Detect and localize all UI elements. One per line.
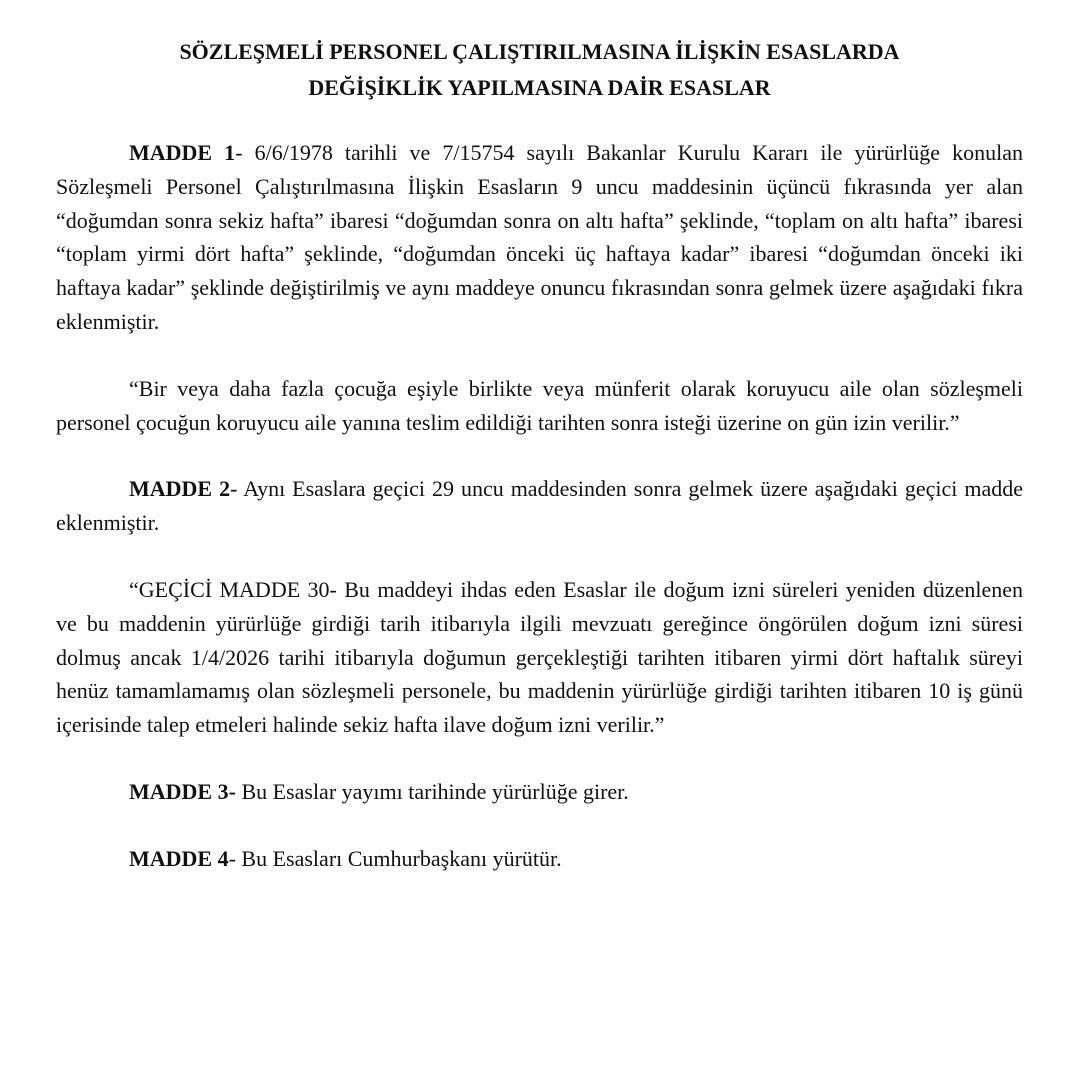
article-1-label: MADDE 1 bbox=[129, 140, 236, 165]
article-1-quote: “Bir veya daha fazla çocuğa eşiyle birlikte veya münferit olarak koruyucu aile olan sözleşmeli personel çocuğun koruyucu aile yanına teslim edildiği tarihten sonra isteği üzerine on gün izin verilir.” bbox=[56, 375, 1023, 435]
article-2-label: MADDE 2 bbox=[129, 476, 231, 502]
article-4-text: - Bu Esasları Cumhurbaşkanı yürütür. bbox=[228, 845, 562, 871]
article-4-label: MADDE 4 bbox=[129, 845, 229, 871]
article-1-text: - 6/6/1978 tarihli ve 7/15754 sayılı Bakanlar Kurulu Kararı ile yürürlüğe konulan Sözleşmeli Personel Çalıştırılmasına İlişkin Esasların 9 uncu maddesinin üçüncü fıkrasında yer alan “doğumdan sonra sekiz hafta” ibaresi “doğumdan sonra on altı hafta” şeklinde, “toplam on altı hafta” ibaresi “toplam yirmi dört hafta” şeklinde, “doğumdan önceki üç haftaya kadar” ibaresi “doğumdan önceki iki haftaya kadar” şeklinde değiştirilmiş ve aynı maddeye onuncu fıkrasından sonra gelmek üzere aşağıdaki fıkra eklenmiştir. bbox=[56, 140, 1023, 334]
article-2-text: - Aynı Esaslara geçici 29 uncu maddesinden sonra gelmek üzere aşağıdaki geçici madde eklenmiştir. bbox=[56, 476, 1023, 536]
title-line-1: SÖZLEŞMELİ PERSONEL ÇALIŞTIRILMASINA İLİŞKİN ESASLARDA bbox=[179, 39, 900, 64]
document-title bbox=[56, 34, 1023, 106]
article-3-label: MADDE 3- bbox=[129, 778, 236, 804]
document-body bbox=[56, 136, 1023, 876]
title-line-2: DEĞİŞİKLİK YAPILMASINA DAİR ESASLAR bbox=[308, 75, 771, 100]
article-2-quote: “GEÇİCİ MADDE 30- Bu maddeyi ihdas eden Esaslar ile doğum izni süreleri yeniden düzenlenen ve bu maddenin yürürlüğe girdiği tarih itibarıyla ilgili mevzuatı gereğince öngörülen doğum izni süresi dolmuş ancak 1/4/2026 tarihi itibarıyla doğumun gerçekleştiği tarihten itibaren yirmi dört haftalık süreyi henüz tamamlamamış olan sözleşmeli personele, bu maddenin yürürlüğe girdiği tarihten itibaren 10 iş günü içerisinde talep etmeleri halinde sekiz hafta ilave doğum izni verilir.” bbox=[56, 576, 1023, 738]
article-4 bbox=[56, 842, 1023, 876]
article-2 bbox=[56, 472, 1023, 540]
article-3-text: Bu Esaslar yayımı tarihinde yürürlüğe girer. bbox=[235, 778, 629, 804]
article-1 bbox=[56, 136, 1023, 339]
article-3 bbox=[56, 775, 1023, 809]
